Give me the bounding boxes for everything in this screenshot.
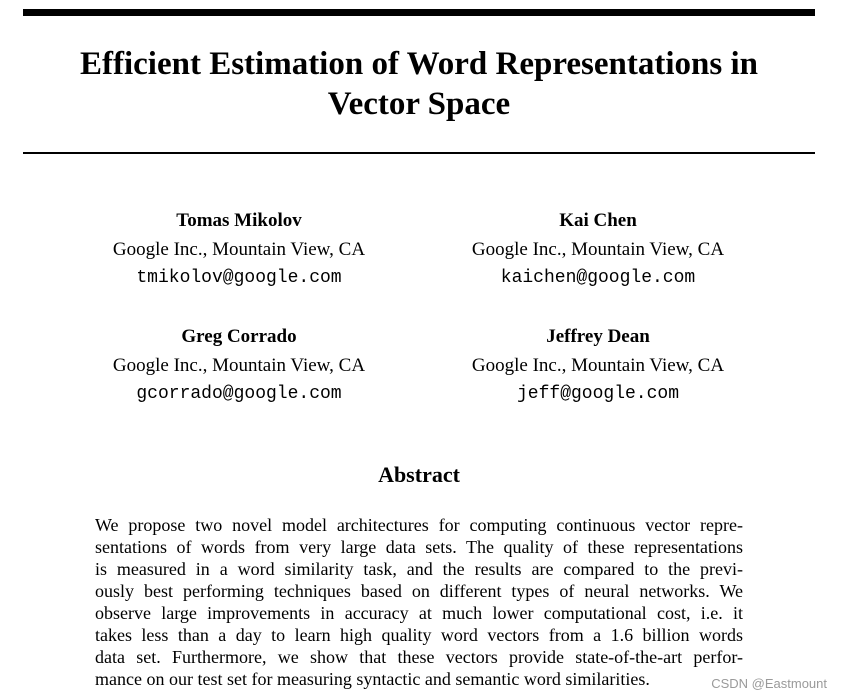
- author-block-chen: [418, 206, 778, 293]
- author-email[interactable]: gcorrado@google.com: [136, 384, 342, 404]
- abstract-line: is measured in a word similarity task, and the results are compared to the previ-: [95, 559, 743, 579]
- paper-title: [23, 44, 815, 124]
- abstract-line: sentations of words from very large data sets. The quality of these representations: [95, 537, 743, 557]
- author-block-dean: [418, 322, 778, 409]
- author-email[interactable]: kaichen@google.com: [500, 268, 696, 288]
- abstract-line: data set. Furthermore, we show that these vectors provide state-of-the-art perfor-: [95, 647, 743, 667]
- author-name: Greg Corrado: [181, 326, 297, 347]
- abstract-line: observe large improvements in accuracy at much lower computational cost, i.e. it: [95, 603, 743, 623]
- abstract-line: We propose two novel model architectures for computing continuous vector repre-: [95, 515, 743, 535]
- paper-title-line-2: Vector Space: [327, 86, 511, 122]
- author-email[interactable]: jeff@google.com: [516, 384, 680, 404]
- abstract-line: mance on our test set for measuring syntactic and semantic word similarities.: [95, 669, 650, 689]
- abstract-body: [95, 514, 743, 690]
- top-rule: [23, 9, 815, 16]
- abstract-line: takes less than a day to learn high quality word vectors from a 1.6 billion words: [95, 625, 743, 645]
- author-affiliation: Google Inc., Mountain View, CA: [112, 355, 366, 376]
- abstract-heading: Abstract: [378, 462, 460, 487]
- author-name: Jeffrey Dean: [546, 326, 650, 347]
- title-bottom-rule: [23, 152, 815, 154]
- watermark: CSDN @Eastmount: [711, 676, 827, 691]
- abstract-line: ously best performing techniques based on different types of neural networks. We: [95, 581, 743, 601]
- author-email[interactable]: tmikolov@google.com: [136, 268, 342, 288]
- author-block-mikolov: [59, 206, 419, 293]
- paper-title-line-1: Efficient Estimation of Word Representations in: [79, 46, 759, 82]
- author-block-corrado: [59, 322, 419, 409]
- author-name: Kai Chen: [559, 210, 637, 231]
- author-affiliation: Google Inc., Mountain View, CA: [471, 355, 725, 376]
- author-affiliation: Google Inc., Mountain View, CA: [471, 239, 725, 260]
- author-name: Tomas Mikolov: [176, 210, 302, 231]
- author-affiliation: Google Inc., Mountain View, CA: [112, 239, 366, 260]
